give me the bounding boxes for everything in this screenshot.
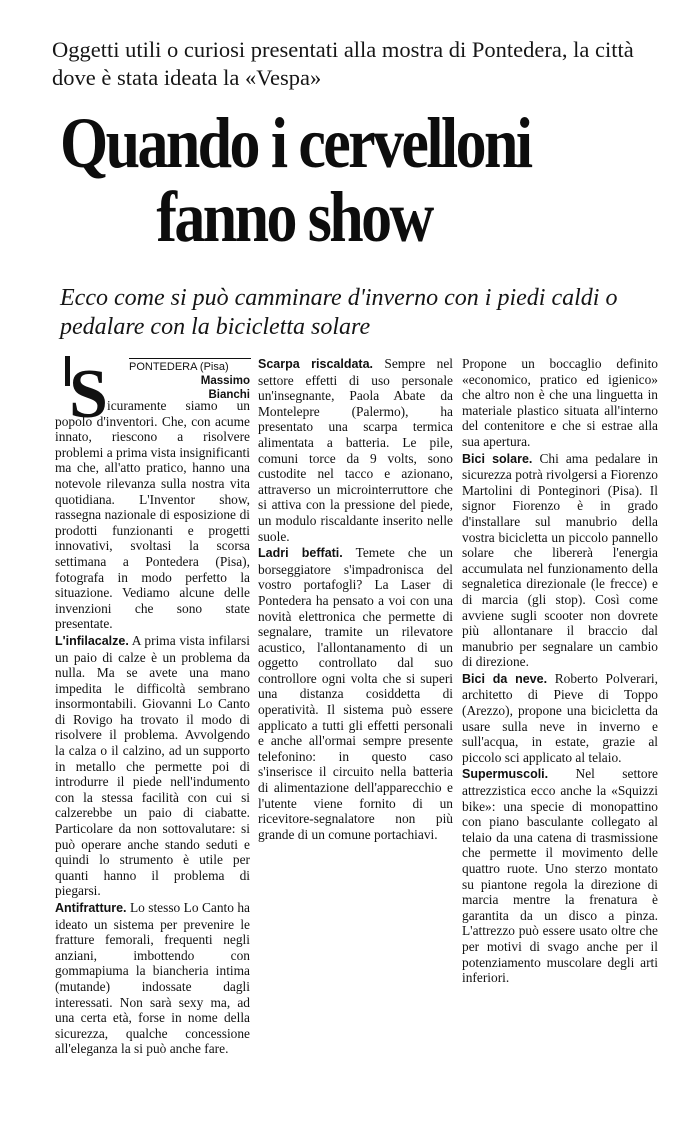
headline-line-2: fanno show	[156, 177, 432, 257]
author-first-name: Massimo	[200, 375, 250, 387]
section-bici-da-neve	[462, 671, 658, 766]
author-last-name: Bianchi	[208, 389, 250, 401]
section-scarpa-riscaldata	[258, 356, 453, 544]
section-title: Scarpa riscaldata.	[258, 357, 374, 371]
section-bici-solare	[462, 451, 658, 670]
kicker: Oggetti utili o curiosi presentati alla mostra di Pontedera, la città dove è stata ideata la «Vespa»	[52, 37, 634, 90]
section-supermuscoli	[462, 766, 658, 985]
standfirst: Ecco come si può camminare d'inverno con i piedi caldi o pedalare con la bicicletta solare	[60, 285, 618, 340]
section-ladri-beffati	[258, 545, 453, 842]
section-antifratture	[55, 900, 250, 1057]
section-body: Roberto Polverari, architetto di Pieve di Toppo (Arezzo), propone una bicicletta da usare sulla neve in inverno e sull'acqua, in estate, grazie al piccolo sci applicato al telaio.	[462, 670, 658, 765]
dropcap: S	[69, 356, 108, 433]
section-title: Bici solare.	[462, 451, 533, 466]
section-body: Chi ama pedalare in sicurezza potrà rivolgersi a Fiorenzo Martolini di Ponteginori (Pisa). Il signor Fiorenzo è in grado d'installare sul manubrio della vostra bicicletta un piccolo pannello solare che libererà l'energia accumulata nel funzionamento della segnaletica direzionale (le frecce) e di marcia (gli stop). Così come avviene sugli scooter non dovrete più allontanare il braccio dal manubrio per segnalare un cambio di direzione.	[462, 450, 658, 670]
section-infilacalze	[55, 633, 250, 899]
dateline: PONTEDERA (Pisa)	[129, 358, 251, 374]
lead-text: icuramente siamo un popolo d'inventori. Che, con acume innato, riescono a risolvere problemi a prima vista insignificanti ma che, all'atto pratico, hanno una notevole rilevanza sulla nostra vita quotidiana. L'Inventor show, rassegna nazionale di esposizione di prodotti funzionanti e progetti innovativi, svoltasi la scorsa settimana a Pontedera (Pisa), fotografa in modo perfetto la situazione. Vediamo alcune delle invenzioni che sono state presentate.	[55, 398, 250, 632]
column-1	[55, 356, 250, 1058]
section-title: Antifratture.	[55, 901, 127, 915]
column-2	[258, 356, 453, 843]
section-body: Sempre nel settore effetti di uso personale un'insegnante, Paola Abate da Montelepre (Palermo), ha presentato una scarpa termica alimentata a batteria. Le pile, comuni torce da 9 volts, sono custodite nel tacco e azionano, attraverso un microinterruttore che si attiva con la pressione del piede, un modulo riscaldante inserito nelle suole.	[258, 356, 453, 544]
headline	[60, 103, 593, 257]
section-continuation: Propone un boccaglio definito «economico, pratico ed igienico» che altro non è che una linguetta in materiale plastico situata all'interno del contenitore e che si estrae alla sua apertura.	[462, 356, 658, 449]
section-body: A prima vista infilarsi un paio di calze è un problema da nulla. Ma se avete una mano impedita le difficoltà sembrano insormontabili. Giovanni Lo Canto di Rovigo ha trovato il modo di risolvere il problema. Avvolgendo la calza o il calzino, ad un supporto in metallo che permette poi di introdurre il piede nell'indumento con la stessa facilità con cui si calzerebbe un paio di ciabatte. Particolare da non sottovalutare: si può operare anche stando seduti e quindi lo strumento è utile per quanti hanno il problema di piegarsi.	[55, 632, 250, 899]
author	[201, 374, 250, 402]
column-3	[462, 356, 658, 987]
section-title: Ladri beffati.	[258, 546, 343, 561]
section-body: Lo stesso Lo Canto ha ideato un sistema per prevenire le fratture femorali, frequenti negli anziani, imbottendo con gommapiuma la biancheria intima (mutande) indossate dagli interessati. Non sarà sexy ma, ad una certa età, forse in nome della sicurezza, qualche concessione all'eleganza la si può anche fare.	[55, 900, 250, 1057]
section-title: Supermuscoli.	[462, 767, 549, 782]
section-title: L'infilacalze.	[55, 633, 129, 648]
section-title: Bici da neve.	[462, 671, 548, 686]
lead-paragraph	[55, 398, 250, 632]
headline-line-1: Quando i cervelloni	[60, 103, 531, 183]
section-body: Nel settore attrezzistica ecco anche la «Squizzi bike»: una specie di monopattino con piano basculante collegato al telaio da una catena di trasmissione che permette il movimento delle quattro ruote. Uno sterzo montato su piantone regola la direzione di marcia mentre la frenatura è garantita da un disco a pinza. L'attrezzo può essere usato oltre che per motivi di svago anche per il potenziamento muscolare degli arti inferiori.	[462, 766, 658, 986]
byline	[55, 356, 250, 432]
section-body: Temete che un borseggiatore s'impadronisca del vostro portafogli? La Laser di Pontedera ha pensato a voi con una novità elettronica che permette di segnalare, tramite un rilevatore acustico, l'allontanamento di un oggetto controllato dal suo controllore ogni volta che si superi una distanza cosiddetta di operatività. Il sistema può essere applicato a tutti gli effetti personali e anche all'ormai sempre presente telefonino: in questo caso s'inserisce il circuito nella batteria di alimentazione dell'apparecchio e l'utente viene fornito di un ricevitore-segnalatore non più grande di un comune portachiavi.	[258, 545, 453, 842]
